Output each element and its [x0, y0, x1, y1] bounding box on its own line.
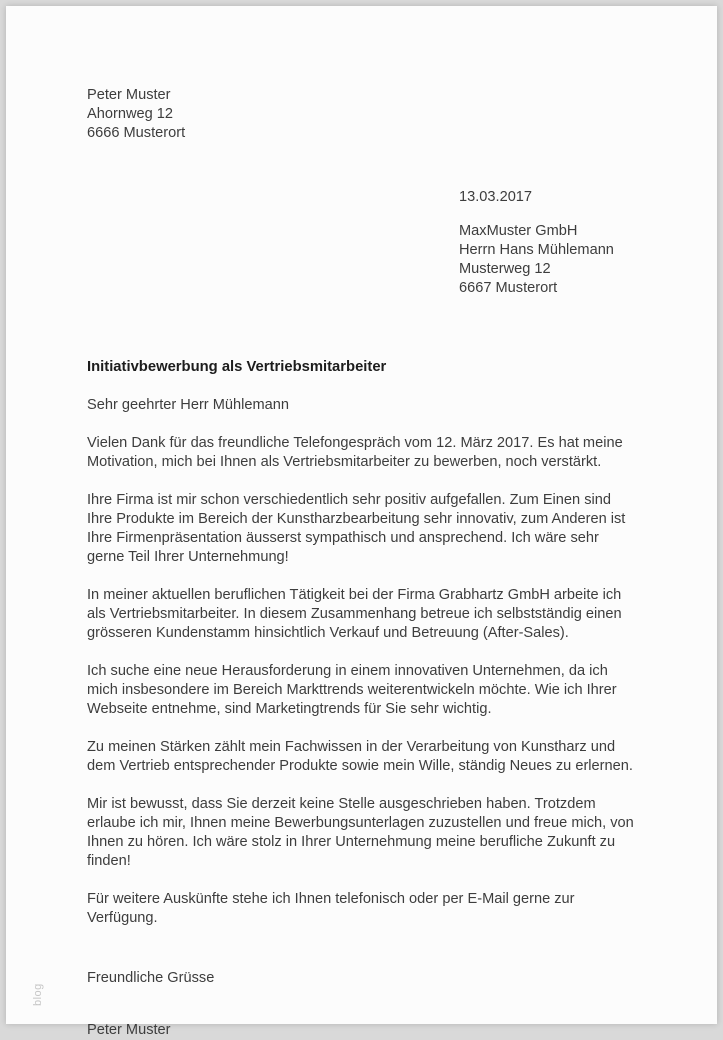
recipient-city: 6667 Musterort	[459, 280, 558, 296]
signature-name: Peter Muster	[87, 1022, 171, 1038]
body-paragraph: Ihre Firma ist mir schon verschiedentlich sehr positiv aufgefallen. Zum Einen sind Ihre Produkte im Bereich der Kunstharzbearbeitung sehr innovativ, zum Anderen ist Ihre Firmenpräsentation äusserst sympathisch und ansprechend. Ich wäre sehr gerne Teil Ihrer Unternehmung!	[87, 492, 626, 565]
recipient-person: Herrn Hans Mühlemann	[459, 242, 614, 258]
body-paragraph: Vielen Dank für das freundliche Telefongespräch vom 12. März 2017. Es hat meine Motivation, mich bei Ihnen als Vertriebsmitarbeiter zu bewerben, noch verstärkt.	[87, 435, 623, 470]
sender-city: 6666 Musterort	[87, 125, 186, 141]
body-paragraph: Mir ist bewusst, dass Sie derzeit keine Stelle ausgeschrieben haben. Trotzdem erlaube ich mir, Ihnen meine Bewerbungsunterlagen zuzustellen und freue mich, von Ihnen zu hören. Ich wäre stolz in Ihrer Unternehmung meine berufliche Zukunft zu finden!	[87, 796, 634, 869]
letter-page	[6, 6, 717, 1038]
sender-address-block	[87, 86, 639, 143]
letter-date: 13.03.2017	[459, 189, 533, 205]
subject-line: Initiativbewerbung als Vertriebsmitarbeiter	[87, 359, 387, 375]
recipient-street: Musterweg 12	[459, 261, 551, 277]
sender-name: Peter Muster	[87, 87, 171, 103]
body-paragraph: Ich suche eine neue Herausforderung in einem innovativen Unternehmen, da ich mich insbesondere im Bereich Markttrends weiterentwickeln möchte. Wie ich Ihrer Webseite entnehme, sind Marketingtrends für Sie sehr wichtig.	[87, 663, 617, 717]
recipient-company: MaxMuster GmbH	[459, 223, 578, 239]
body-paragraph: Zu meinen Stärken zählt mein Fachwissen in der Verarbeitung von Kunstharz und dem Vertrieb entsprechender Produkte sowie mein Wille, ständig Neues zu erlernen.	[87, 739, 633, 774]
sender-street: Ahornweg 12	[87, 106, 174, 122]
body-paragraph: Für weitere Auskünfte stehe ich Ihnen telefonisch oder per E-Mail gerne zur Verfügung.	[87, 891, 575, 926]
salutation: Sehr geehrter Herr Mühlemann	[87, 397, 289, 413]
closing-phrase: Freundliche Grüsse	[87, 970, 215, 986]
watermark-text: blog	[32, 983, 44, 1006]
body-paragraph: In meiner aktuellen beruflichen Tätigkeit bei der Firma Grabhartz GmbH arbeite ich als Vertriebsmitarbeiter. In diesem Zusammenhang betreue ich selbstständig einen grösseren Kundenstamm hinsichtlich Verkauf und Betreuung (After-Sales).	[87, 587, 622, 641]
recipient-address-block	[459, 222, 639, 298]
letter-content	[87, 6, 639, 1040]
